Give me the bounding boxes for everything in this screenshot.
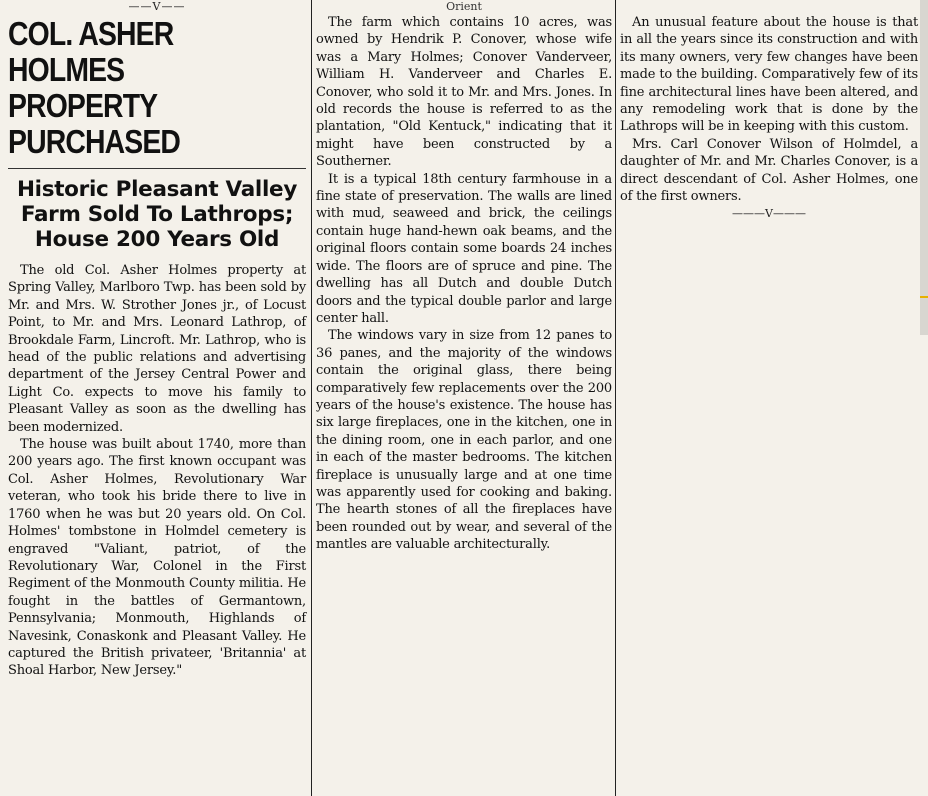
subhead-line-3: House 200 Years Old	[34, 227, 280, 252]
page-edge	[920, 0, 928, 335]
column-2	[316, 0, 612, 554]
article-paragraph: The old Col. Asher Holmes property at Spring Valley, Marlboro Twp. has been sold by Mr. and Mrs. W. Strother Jones jr., of Locust Point, to Mr. and Mrs. Leonard Lathrop, of Brookdale Farm, Lincroft. Mr. Lathrop, who is head of the public relations and advertising department of the Jersey Central Power and Light Co. expects to move his family to Pleasant Valley as soon as the dwelling has been modernized.	[8, 263, 306, 435]
headline-rule	[8, 168, 306, 169]
article-paragraph: The house was built about 1740, more than 200 years ago. The first known occupant was Col. Asher Holmes, Revolutionary War veteran, who took his bride there to live in 1760 when he was but 20 years old. On Col. Holmes' tombstone in Holmdel cemetery is engraved "Valiant, patriot, of the Revolutionary War, Colonel in the First Regiment of the Monmouth County militia. He fought in the battles of Germantown, Pennsylvania; Monmouth, Highlands of Navesink, Conaskonk and Pleasant Valley. He captured the British privateer, 'Britannia' at Shoal Harbor, New Jersey."	[8, 437, 306, 679]
headline	[8, 16, 292, 160]
top-ornament: ——V——	[128, 0, 186, 13]
column-1	[8, 0, 306, 680]
column-rule-right	[615, 0, 616, 796]
subhead-line-2: Farm Sold To Lathrops;	[20, 202, 294, 227]
article-paragraph: The windows vary in size from 12 panes to 36 panes, and the majority of the windows contain the original glass, there being comparatively few replacements over the 200 years of the house's existence. The house has six large fireplaces, one in the kitchen, one in the dining room, one in each parlor, and one in each of the master bedrooms. The kitchen fireplace is unusually large and at one time was apparently used for cooking and baking. The hearth stones of all the fireplaces have been rounded out by wear, and several of the mantles are valuable architecturally.	[316, 328, 612, 553]
edge-marker	[920, 296, 928, 298]
subheadline	[8, 177, 306, 252]
clipped-fragment: Orient	[446, 0, 482, 13]
article-paragraph: Mrs. Carl Conover Wilson of Holmdel, a daughter of Mr. and Mr. Charles Conover, is a direct descendant of Col. Asher Holmes, one of the first owners.	[620, 136, 918, 205]
column-3	[620, 0, 918, 220]
subhead-line-1: Historic Pleasant Valley	[16, 177, 298, 202]
article-paragraph: It is a typical 18th century farmhouse in a fine state of preservation. The walls are lined with mud, seaweed and brick, the ceilings contain huge hand-hewn oak beams, and the original floors contain some boards 24 inches wide. The floors are of spruce and pine. The dwelling has all Dutch and double Dutch doors and the typical double parlor and large center hall.	[316, 171, 612, 326]
article-paragraph: The farm which contains 10 acres, was owned by Hendrik P. Conover, whose wife was a Mary Holmes; Conover Vanderveer, William H. Vanderveer and Charles E. Conover, who sold it to Mr. and Mrs. Jones. In old records the house is referred to as the plantation, "Old Kentuck," indicating that it might have been constructed by a Southerner.	[316, 15, 612, 170]
column-rule-left	[311, 0, 312, 796]
headline-line-2: PROPERTY PURCHASED	[8, 87, 181, 160]
article-paragraph: An unusual feature about the house is that in all the years since its construction and with its many owners, very few changes have been made to the building. Comparatively few of its fine architectural lines have been altered, and any remodeling work that is done by the Lathrops will be in keeping with this custom.	[620, 15, 918, 135]
headline-line-1: COL. ASHER HOLMES	[8, 15, 174, 88]
end-ornament: ———V———	[732, 207, 806, 221]
